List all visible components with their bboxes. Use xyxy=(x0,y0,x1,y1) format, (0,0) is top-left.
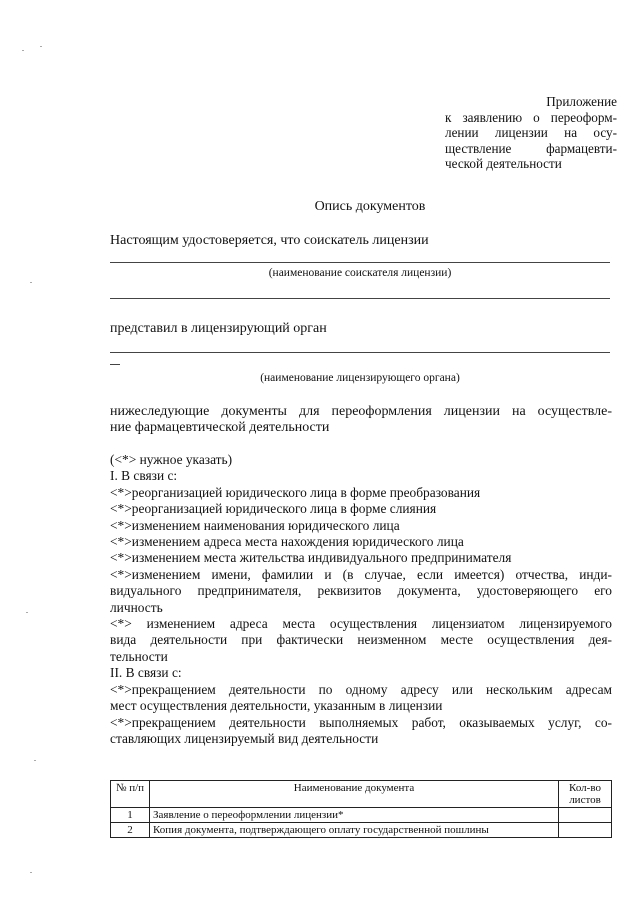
note-line: (<*> нужное указать) xyxy=(110,452,233,467)
appendix-line: ческой деятельности xyxy=(445,156,562,172)
reason-line: <*>изменением наименования юридического лица xyxy=(110,517,400,533)
reason-line: <*> изменением адреса места осуществления лицензиатом лицензируемого xyxy=(110,616,612,632)
submitted-line: представил в лицензирующий орган xyxy=(110,321,327,336)
section-1-items xyxy=(110,485,612,665)
reason-line: тельности xyxy=(110,648,168,664)
reason-line: ставляющих лицензируемый вид деятельности xyxy=(110,730,379,746)
applicant-name-line-2 xyxy=(110,298,610,299)
appendix-heading: Приложение xyxy=(546,94,617,109)
reason-line: мест осуществления деятельности, указанным в лицензии xyxy=(110,698,443,714)
reason-line: <*>реорганизацией юридического лица в форме слияния xyxy=(110,501,437,517)
column-header-name: Наименование документа xyxy=(150,781,559,808)
appendix-line: ществление фармацевти- xyxy=(445,140,617,156)
row-sheet-count xyxy=(559,823,612,838)
appendix-block xyxy=(445,94,617,172)
reason-line: вида деятельности при фактически неизменном месте осуществления дея- xyxy=(110,632,612,648)
authority-name-dash xyxy=(110,364,120,365)
column-header-number: № п/п xyxy=(111,781,150,808)
table-header-row xyxy=(111,781,612,808)
certify-line: Настоящим удостоверяется, что соискатель лицензии xyxy=(110,233,429,248)
reason-line: видуального предпринимателя, реквизитов документа, удостоверяющего его xyxy=(110,583,612,599)
row-document-name: Копия документа, подтверждающего оплату государственной пошлины xyxy=(150,823,559,838)
reason-line: <*>изменением имени, фамилии и (в случае, если имеется) отчества, инди- xyxy=(110,566,612,582)
scan-speck xyxy=(22,50,24,51)
scan-speck xyxy=(34,760,36,761)
authority-name-line xyxy=(110,352,610,353)
row-number: 1 xyxy=(111,808,150,823)
scan-speck xyxy=(30,872,32,873)
section-2-heading: II. В связи с: xyxy=(110,665,182,681)
scan-speck xyxy=(26,612,28,613)
row-number: 2 xyxy=(111,823,150,838)
table-row xyxy=(111,808,612,823)
reason-line: <*>изменением места жительства индивидуального предпринимателя xyxy=(110,550,512,566)
row-sheet-count xyxy=(559,808,612,823)
appendix-line: к заявлению о переоформ- xyxy=(445,109,617,125)
reason-line: <*>прекращением деятельности по одному адресу или нескольким адресам xyxy=(110,681,612,697)
reasons-list xyxy=(110,452,612,747)
intro-paragraph xyxy=(110,404,612,437)
row-document-name: Заявление о переоформлении лицензии* xyxy=(150,808,559,823)
applicant-name-line xyxy=(110,262,610,263)
reason-line: личность xyxy=(110,599,163,615)
document-title: Опись документов xyxy=(314,199,426,214)
intro-line: ние фармацевтической деятельности xyxy=(110,420,330,436)
reason-line: <*>прекращением деятельности выполняемых работ, оказываемых услуг, со- xyxy=(110,714,612,730)
appendix-line: лении лицензии на осу- xyxy=(445,125,617,141)
applicant-caption: (наименование соискателя лицензии) xyxy=(268,267,452,279)
scan-speck xyxy=(30,282,32,283)
table-body xyxy=(111,808,612,838)
reason-line: <*>изменением адреса места нахождения юридического лица xyxy=(110,534,464,550)
section-2-items xyxy=(110,682,612,748)
reason-line: <*>реорганизацией юридического лица в форме преобразования xyxy=(110,484,481,500)
intro-line: нижеследующие документы для переоформления лицензии на осуществле- xyxy=(110,404,612,419)
table-row xyxy=(111,823,612,838)
column-header-count: Кол-во листов xyxy=(559,781,612,808)
scan-speck xyxy=(40,46,42,47)
documents-table xyxy=(110,780,612,838)
section-1-heading: I. В связи с: xyxy=(110,468,178,484)
authority-caption: (наименование лицензирующего органа) xyxy=(260,372,460,384)
